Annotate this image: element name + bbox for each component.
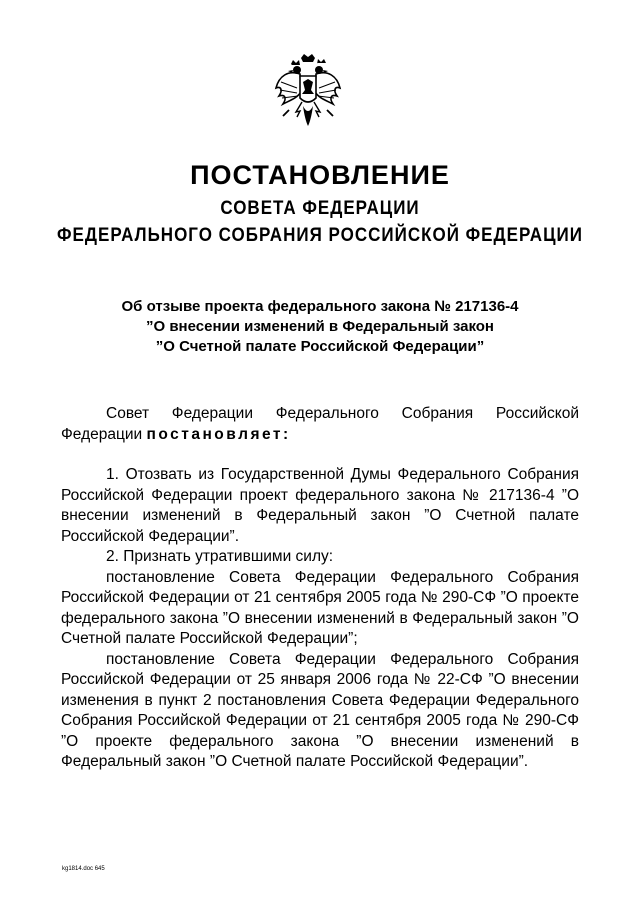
document-body [61,404,579,773]
preamble [61,404,579,445]
spacer [61,445,579,465]
coat-of-arms-icon [273,52,343,132]
document-subtitle-line1: СОВЕТА ФЕДЕРАЦИИ [220,196,420,219]
subject-line2: ”О внесении изменений в Федеральный закон [146,318,494,335]
document-subject [0,297,640,357]
preamble-text: Совет Федерации Федерального Собрания Российской Федерации [61,405,579,443]
item-2-b: постановление Совета Федерации Федерального Собрания Российской Федерации от 25 января 2006 года № 22-СФ ”О внесении изменения в пункт 2 постановления Совета Федерации Федерального Собрания Российской Федерации от 21 сентября 2005 года № 290-СФ ”О проекте федерального закона ”О внесении изменений в Федеральный закон ”О Счетной палате Российской Федерации”. [61,650,579,770]
footer-code: kg1814.doc 645 [62,866,105,872]
item-2-a: постановление Совета Федерации Федерального Собрания Российской Федерации от 21 сентября 2005 года № 290-СФ ”О проекте федерального закона ”О внесении изменений в Федеральный закон ”О Счетной палате Российской Федерации”; [61,568,579,647]
item-2: 2. Признать утратившими силу: [106,548,334,565]
subject-line3: ”О Счетной палате Российской Федерации” [155,338,485,355]
subject-line1: Об отзыве проекта федерального закона № 217136-4 [121,298,519,315]
document-subtitle-line2: ФЕДЕРАЛЬНОГО СОБРАНИЯ РОССИЙСКОЙ ФЕДЕРАЦИИ [57,223,583,246]
document-title: ПОСТАНОВЛЕНИЕ [190,160,450,190]
preamble-keyword: постановляет: [146,425,291,443]
item-1: 1. Отозвать из Государственной Думы Федерального Собрания Российской Федерации проект федерального закона № 217136-4 ”О внесении изменений в Федеральный закон ”О Счетной палате Российской Федерации”. [61,466,579,545]
